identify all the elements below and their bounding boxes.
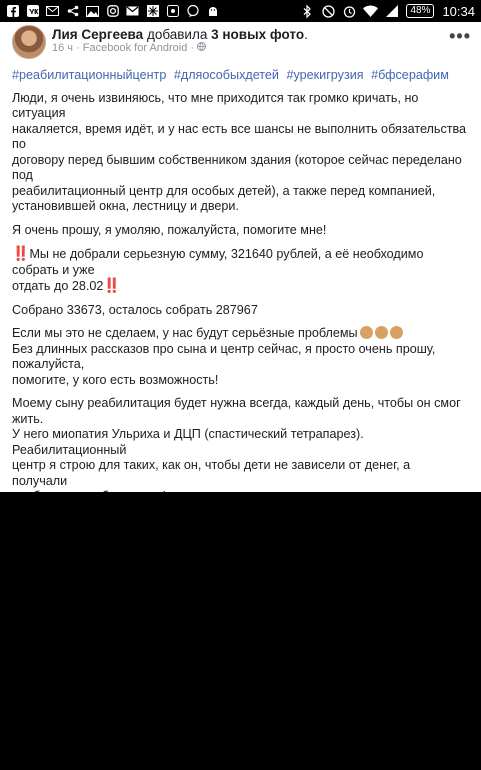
hashtag-link[interactable]: #реабилитационныйцентр <box>12 68 167 82</box>
photos-link[interactable]: 3 новых фото <box>211 27 305 42</box>
post-meta-text: 16 ч · Facebook for Android · <box>52 42 198 54</box>
double-exclamation-icon: ‼️ <box>12 245 30 261</box>
praying-emoji-icon <box>390 326 403 339</box>
text-line <box>12 246 467 278</box>
signal-icon <box>385 5 398 18</box>
hashtag-link[interactable]: #бфсерафим <box>371 68 449 82</box>
praying-emoji-icon <box>375 326 388 339</box>
paragraph-problems <box>12 326 467 388</box>
battery-indicator: 48% <box>406 4 434 18</box>
status-bar <box>0 0 481 22</box>
clock: 10:34 <box>442 3 475 19</box>
chat-icon <box>186 5 199 18</box>
double-exclamation-icon: ‼️ <box>103 277 121 293</box>
vk-icon <box>26 5 39 18</box>
text-line: установившей окна, лестницу и двери. <box>12 199 239 213</box>
text-line: Люди, я очень извиняюсь, что мне приходится так громко кричать, но ситуация <box>12 90 419 120</box>
paragraph-son <box>12 396 467 505</box>
paragraph-collected: Собрано 33673, осталось собрать 287967 <box>12 302 258 317</box>
facebook-icon <box>6 5 19 18</box>
system-icons <box>301 4 475 19</box>
android-icon <box>206 5 219 18</box>
author-name[interactable]: Лия Сергеева <box>52 27 144 42</box>
text-line: Без длинных рассказов про сына и центр сейчас, я просто очень прошу, пожалуйста, <box>12 341 436 371</box>
notification-icons <box>6 5 219 18</box>
photos-icon <box>146 5 159 18</box>
paragraph-plea: Я очень прошу, я умоляю, пожалуйста, помогите мне! <box>12 222 327 237</box>
paragraph-apology <box>12 91 467 215</box>
share-icon <box>66 5 79 18</box>
wifi-icon <box>364 5 377 18</box>
text-line <box>12 278 467 295</box>
email-icon <box>46 5 59 18</box>
post-header <box>0 22 481 62</box>
image-icon <box>86 5 99 18</box>
empty-screen-area <box>0 492 481 770</box>
text-line: центр я строю для таких, как он, чтобы дети не зависели от денег, а получали <box>12 458 411 488</box>
text-line <box>12 326 467 342</box>
globe-icon <box>197 42 206 54</box>
hashtag-link[interactable]: #дляособыхдетей <box>173 68 279 82</box>
mute-icon <box>322 5 335 18</box>
problems-text: Если мы это не сделаем, у нас будут серьёзные проблемы <box>12 326 358 340</box>
alarm-icon <box>343 5 356 18</box>
text-line: договору перед бывшим собственником здания (которое сейчас переделано под <box>12 152 462 182</box>
praying-emoji-icon <box>360 326 373 339</box>
avatar[interactable] <box>12 25 46 59</box>
post-card <box>0 22 481 492</box>
notification-icon <box>166 5 179 18</box>
deadline-text: отдать до 28.02 <box>12 279 104 293</box>
post-meta <box>52 42 206 54</box>
bluetooth-icon <box>301 5 314 18</box>
hashtag-list <box>12 68 467 84</box>
more-options-button[interactable]: ••• <box>449 26 471 46</box>
instagram-icon <box>106 5 119 18</box>
text-line: реабилитационный центр для особых детей), а также перед компанией, <box>12 183 436 198</box>
paragraph-amount <box>12 246 467 295</box>
amount-text: Мы не добрали серьезную сумму, 321640 рублей, а её необходимо собрать и уже <box>12 247 424 277</box>
post-action: добавила <box>146 27 208 42</box>
text-line: Моему сыну реабилитация будет нужна всегда, каждый день, чтобы он смог жить. <box>12 396 461 426</box>
text-line: помогите, у кого есть возможность! <box>12 372 219 387</box>
hashtag-link[interactable]: #урекигрузия <box>286 68 364 82</box>
text-line: накаляется, время идёт, и у нас есть все шансы не выполнить обязательства по <box>12 121 467 151</box>
author-line <box>52 27 308 42</box>
action-period: . <box>304 27 308 42</box>
text-line: У него миопатия Ульриха и ДЦП (спастический тетрапарез). Реабилитационный <box>12 427 364 457</box>
gmail-icon <box>126 5 139 18</box>
